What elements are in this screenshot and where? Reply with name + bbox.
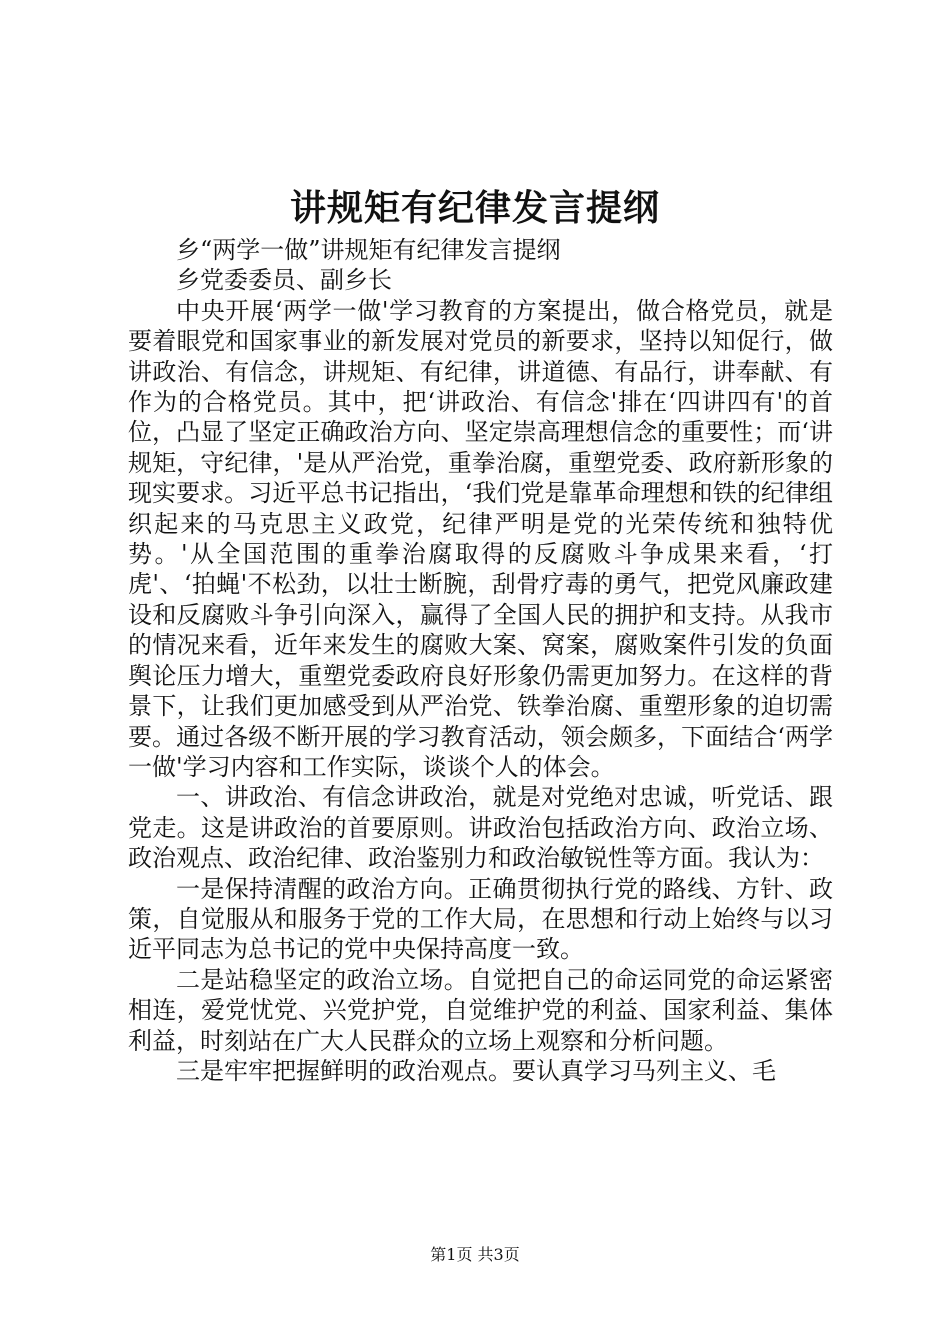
body-paragraph: 一是保持清醒的政治方向。正确贯彻执行党的路线、方针、政策，自觉服从和服务于党的工作大局，在思想和行动上始终与以习近平同志为总书记的党中央保持高度一致。 xyxy=(128,874,833,964)
subtitle-line: 乡“两学一做”讲规矩有纪律发言提纲 xyxy=(176,236,561,264)
speaker-line: 乡党委委员、副乡长 xyxy=(176,266,392,295)
document-body xyxy=(128,235,833,1086)
body-paragraph: 二是站稳坚定的政治立场。自觉把自己的命运同党的命运紧密相连，爱党忧党、兴党护党，自觉维护党的利益、国家利益、集体利益，时刻站在广大人民群众的立场上观察和分析问题。 xyxy=(128,965,833,1055)
body-paragraph: 中央开展‘两学一做'学习教育的方案提出，做合格党员，就是要着眼党和国家事业的新发展对党员的新要求，坚持以知促行，做讲政治、有信念，讲规矩、有纪律，讲道德、有品行，讲奉献、有作为的合格党员。其中，把‘讲政治、有信念'排在‘四讲四有'的首位，凸显了坚定正确政治方向、坚定崇高理想信念的重要性；而‘讲规矩，守纪律，'是从严治党，重拳治腐，重塑党委、政府新形象的现实要求。习近平总书记指出，‘我们党是靠革命理想和铁的纪律组织起来的马克思主义政党，纪律严明是党的光荣传统和独特优势。'从全国范围的重拳治腐取得的反腐败斗争成果来看，‘打虎'、‘拍蝇'不松劲，以壮士断腕，刮骨疗毒的勇气，把党风廉政建设和反腐败斗争引向深入，赢得了全国人民的拥护和支持。从我市的情况来看，近年来发生的腐败大案、窝案，腐败案件引发的负面舆论压力增大，重塑党委政府良好形象仍需更加努力。在这样的背景下，让我们更加感受到从严治党、铁拳治腐、重塑形象的迫切需要。通过各级不断开展的学习教育活动，领会颇多，下面结合‘两学一做'学习内容和工作实际，谈谈个人的体会。 xyxy=(128,296,833,781)
document-title: 讲规矩有纪律发言提纲 xyxy=(289,187,660,229)
page-number-footer: 第1页 共3页 xyxy=(430,1245,520,1264)
body-paragraph: 三是牢牢把握鲜明的政治观点。要认真学习马列主义、毛 xyxy=(176,1056,776,1085)
body-paragraph: 一、讲政治、有信念讲政治，就是对党绝对忠诚，听党话、跟党走。这是讲政治的首要原则。讲政治包括政治方向、政治立场、政治观点、政治纪律、政治鉴别力和政治敏锐性等方面。我认为： xyxy=(128,783,833,873)
